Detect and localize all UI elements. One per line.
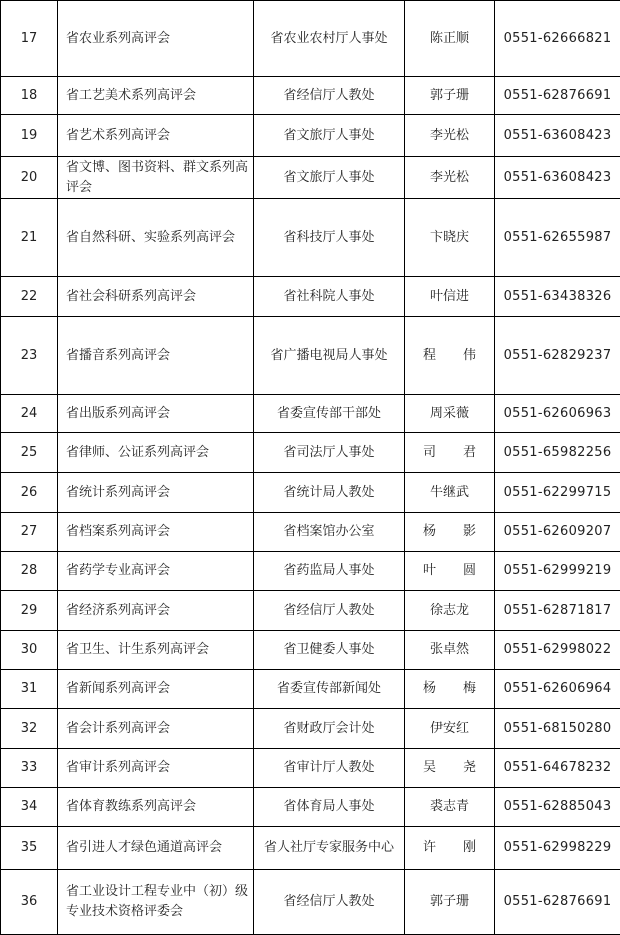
table-row <box>1 788 620 827</box>
contact-person: 程伟 <box>405 317 495 395</box>
phone-number: 0551-62999219 <box>495 552 620 591</box>
contact-person: 郭子珊 <box>405 870 495 935</box>
contact-person: 陈正顺 <box>405 1 495 77</box>
phone-number: 0551-68150280 <box>495 709 620 749</box>
contact-person: 叶信进 <box>405 277 495 317</box>
phone-number: 0551-65982256 <box>495 433 620 473</box>
row-number: 28 <box>1 552 58 591</box>
table-row <box>1 157 620 199</box>
department: 省社科院人事处 <box>254 277 405 317</box>
committee-name: 省体育教练系列高评会 <box>58 788 254 827</box>
department: 省档案馆办公室 <box>254 513 405 552</box>
contact-person: 李光松 <box>405 115 495 157</box>
table-row <box>1 631 620 670</box>
row-number: 30 <box>1 631 58 670</box>
contact-person: 张卓然 <box>405 631 495 670</box>
table-row <box>1 115 620 157</box>
contact-person: 司君 <box>405 433 495 473</box>
table-row <box>1 433 620 473</box>
phone-number: 0551-62876691 <box>495 77 620 115</box>
row-number: 33 <box>1 749 58 788</box>
department: 省科技厅人事处 <box>254 199 405 277</box>
table-row <box>1 473 620 513</box>
contact-person: 许刚 <box>405 827 495 870</box>
committee-name: 省会计系列高评会 <box>58 709 254 749</box>
phone-number: 0551-62609207 <box>495 513 620 552</box>
row-number: 22 <box>1 277 58 317</box>
row-number: 20 <box>1 157 58 199</box>
table-row <box>1 709 620 749</box>
department: 省财政厅会计处 <box>254 709 405 749</box>
committee-name: 省自然科研、实验系列高评会 <box>58 199 254 277</box>
committee-name: 省播音系列高评会 <box>58 317 254 395</box>
table-row <box>1 870 620 935</box>
table-row <box>1 670 620 709</box>
phone-number: 0551-62606963 <box>495 395 620 433</box>
department: 省经信厅人教处 <box>254 591 405 631</box>
row-number: 31 <box>1 670 58 709</box>
phone-number: 0551-62998022 <box>495 631 620 670</box>
contact-person: 郭子珊 <box>405 77 495 115</box>
phone-number: 0551-62666821 <box>495 1 620 77</box>
department: 省司法厅人事处 <box>254 433 405 473</box>
phone-number: 0551-63608423 <box>495 157 620 199</box>
phone-number: 0551-62871817 <box>495 591 620 631</box>
row-number: 26 <box>1 473 58 513</box>
phone-number: 0551-62885043 <box>495 788 620 827</box>
contact-person: 吴尧 <box>405 749 495 788</box>
department: 省经信厅人教处 <box>254 77 405 115</box>
phone-number: 0551-62655987 <box>495 199 620 277</box>
committee-name: 省工业设计工程专业中（初）级专业技术资格评委会 <box>58 870 254 935</box>
table-row <box>1 199 620 277</box>
phone-number: 0551-62876691 <box>495 870 620 935</box>
department: 省药监局人事处 <box>254 552 405 591</box>
phone-number: 0551-63608423 <box>495 115 620 157</box>
phone-number: 0551-62299715 <box>495 473 620 513</box>
row-number: 27 <box>1 513 58 552</box>
department: 省文旅厅人事处 <box>254 115 405 157</box>
committee-name: 省艺术系列高评会 <box>58 115 254 157</box>
row-number: 23 <box>1 317 58 395</box>
department: 省人社厅专家服务中心 <box>254 827 405 870</box>
committee-name: 省文博、图书资料、群文系列高评会 <box>58 157 254 199</box>
table-row <box>1 395 620 433</box>
contact-person: 杨影 <box>405 513 495 552</box>
contact-person: 李光松 <box>405 157 495 199</box>
row-number: 17 <box>1 1 58 77</box>
committee-name: 省引进人才绿色通道高评会 <box>58 827 254 870</box>
committee-name: 省统计系列高评会 <box>58 473 254 513</box>
row-number: 34 <box>1 788 58 827</box>
table-row <box>1 591 620 631</box>
table-row <box>1 513 620 552</box>
department: 省体育局人事处 <box>254 788 405 827</box>
phone-number: 0551-62829237 <box>495 317 620 395</box>
contact-person: 裘志青 <box>405 788 495 827</box>
phone-number: 0551-63438326 <box>495 277 620 317</box>
row-number: 19 <box>1 115 58 157</box>
phone-number: 0551-62998229 <box>495 827 620 870</box>
row-number: 36 <box>1 870 58 935</box>
committee-name: 省社会科研系列高评会 <box>58 277 254 317</box>
department: 省广播电视局人事处 <box>254 317 405 395</box>
table-row <box>1 77 620 115</box>
department: 省统计局人教处 <box>254 473 405 513</box>
row-number: 24 <box>1 395 58 433</box>
phone-number: 0551-62606964 <box>495 670 620 709</box>
row-number: 29 <box>1 591 58 631</box>
department: 省农业农村厅人事处 <box>254 1 405 77</box>
committee-name: 省出版系列高评会 <box>58 395 254 433</box>
table-body <box>1 1 620 935</box>
committee-name: 省经济系列高评会 <box>58 591 254 631</box>
table-row <box>1 827 620 870</box>
table-row <box>1 277 620 317</box>
department: 省经信厅人教处 <box>254 870 405 935</box>
department: 省委宣传部干部处 <box>254 395 405 433</box>
table-row <box>1 317 620 395</box>
department: 省委宣传部新闻处 <box>254 670 405 709</box>
committee-name: 省药学专业高评会 <box>58 552 254 591</box>
committee-name: 省农业系列高评会 <box>58 1 254 77</box>
committee-name: 省卫生、计生系列高评会 <box>58 631 254 670</box>
contact-person: 牛继武 <box>405 473 495 513</box>
row-number: 32 <box>1 709 58 749</box>
phone-number: 0551-64678232 <box>495 749 620 788</box>
row-number: 21 <box>1 199 58 277</box>
table-row <box>1 749 620 788</box>
committee-name: 省审计系列高评会 <box>58 749 254 788</box>
contact-person: 周采薇 <box>405 395 495 433</box>
department: 省审计厅人教处 <box>254 749 405 788</box>
table-row <box>1 1 620 77</box>
committee-name: 省工艺美术系列高评会 <box>58 77 254 115</box>
contact-person: 叶圆 <box>405 552 495 591</box>
department: 省文旅厅人事处 <box>254 157 405 199</box>
contact-person: 徐志龙 <box>405 591 495 631</box>
committee-name: 省新闻系列高评会 <box>58 670 254 709</box>
row-number: 18 <box>1 77 58 115</box>
committee-name: 省档案系列高评会 <box>58 513 254 552</box>
contact-person: 杨梅 <box>405 670 495 709</box>
row-number: 35 <box>1 827 58 870</box>
table-row <box>1 552 620 591</box>
committee-name: 省律师、公证系列高评会 <box>58 433 254 473</box>
contact-person: 卞晓庆 <box>405 199 495 277</box>
contact-person: 伊安红 <box>405 709 495 749</box>
department: 省卫健委人事处 <box>254 631 405 670</box>
row-number: 25 <box>1 433 58 473</box>
